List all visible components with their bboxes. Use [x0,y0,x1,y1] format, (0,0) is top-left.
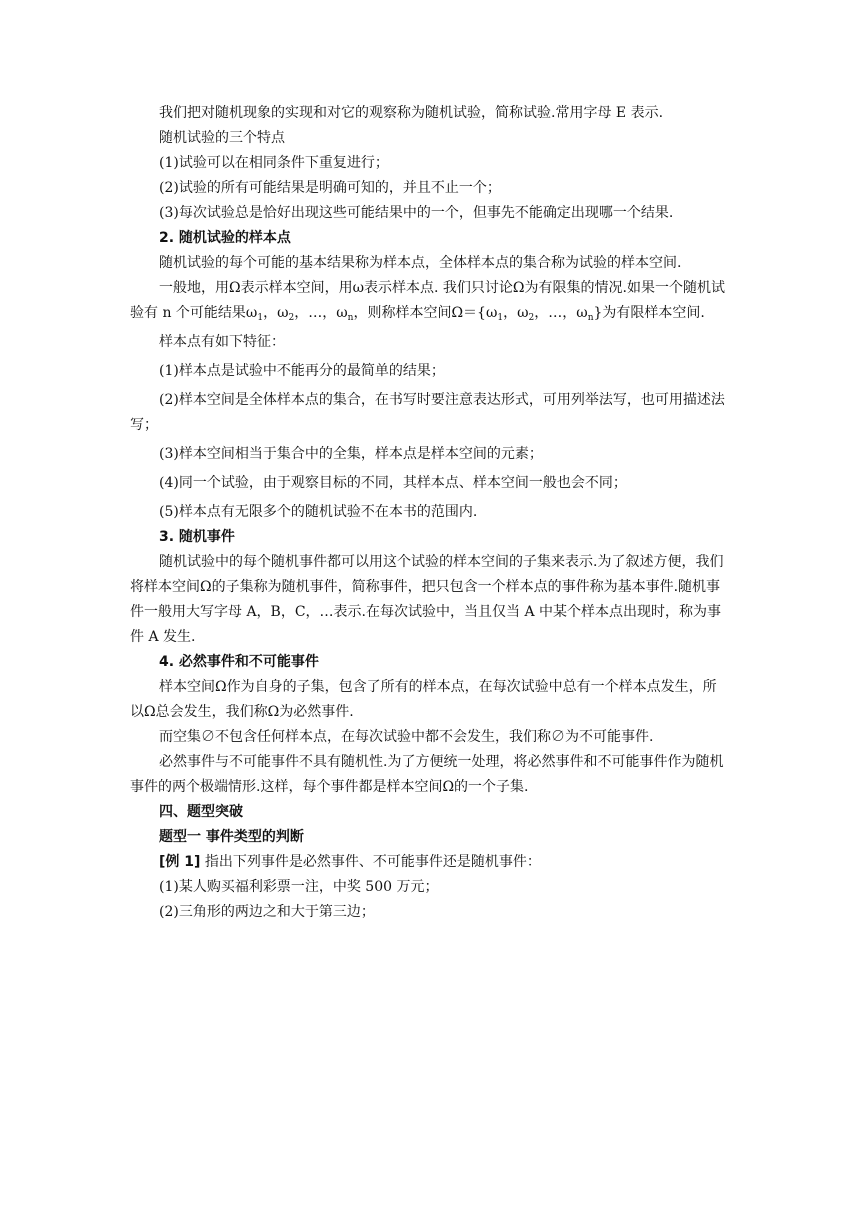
section-heading-2: 2. 随机试验的样本点 [159,230,291,246]
definition-line: 我们把对随机现象的实现和对它的观察称为随机试验，简称试验.常用字母 E 表示. [159,105,664,121]
section-heading-3: 3. 随机事件 [159,529,235,545]
feature-3: (3)每次试验总是恰好出现这些可能结果中的一个，但事先不能确定出现哪一个结果. [159,205,674,221]
subscript: 1 [257,313,264,323]
subscript: 2 [528,313,535,323]
text-run: ，…，ω [534,305,588,321]
content-body [130,101,730,925]
question-type-heading: 题型一 事件类型的判断 [159,829,304,845]
text-run: ，则称样本空间Ω＝{ω [353,305,498,321]
text-run: ，…，ω [294,305,348,321]
text-run: ，ω [503,305,529,321]
sample-feature-5: (5)样本点有无限多个的随机试验不在本书的范围内. [159,504,478,520]
subscript: n [587,313,594,323]
certain-event-paragraph: 样本空间Ω作为自身的子集，包含了所有的样本点，在每次试验中总有一个样本点发生，所以Ω总会发生，我们称Ω为必然事件. [130,679,717,720]
impossible-event-paragraph: 而空集∅不包含任何样本点，在每次试验中都不会发生，我们称∅为不可能事件. [159,729,654,745]
sample-space-paragraph [130,276,730,326]
random-event-paragraph: 随机试验中的每个随机事件都可以用这个试验的样本空间的子集来表示.为了叙述方便，我们将样本空间Ω的子集称为随机事件，简称事件，把只包含一个样本点的事件称为基本事件.随机事件一般用大写字母 A，B，C，…表示.在每次试验中，当且仅当 A 中某个样本点出现时，称为事件 A 发生. [130,554,724,645]
sample-point-definition: 随机试验的每个可能的基本结果称为样本点，全体样本点的集合称为试验的样本空间. [159,255,682,271]
example-1 [130,850,730,875]
subscript: n [347,313,354,323]
subscript: 1 [497,313,504,323]
section-heading-4: 4. 必然事件和不可能事件 [159,654,319,670]
text-run: ，ω [263,305,289,321]
sample-point-features-intro: 样本点有如下特征： [159,334,285,350]
subscript: 2 [288,313,295,323]
section-heading-breakthrough: 四、题型突破 [159,804,243,820]
text-run: 一般地，用Ω表示样本空间，用ω表示样本点. 我们只讨论Ω为有限集的情况.如果一个随机试验有 n 个可能结果ω [130,280,725,321]
sample-feature-4: (4)同一个试验，由于观察目标的不同，其样本点、样本空间一般也会不同； [159,475,627,491]
features-heading: 随机试验的三个特点 [159,130,285,146]
text-run: }为有限样本空间. [593,305,705,321]
example-item-1: (1)某人购买福利彩票一注，中奖 500 万元； [159,879,439,895]
sample-feature-2: (2)样本空间是全体样本点的集合，在书写时要注意表达形式，可用列举法写，也可用描述法写； [130,392,725,433]
sample-feature-1: (1)样本点是试验中不能再分的最简单的结果； [159,363,445,379]
example-prompt: 指出下列事件是必然事件、不可能事件还是随机事件： [200,854,541,870]
sample-feature-3: (3)样本空间相当于集合中的全集，样本点是样本空间的元素； [159,446,543,462]
example-item-2: (2)三角形的两边之和大于第三边； [159,904,375,920]
example-label: [例 1] [159,854,201,870]
unified-treatment-paragraph: 必然事件与不可能事件不具有随机性.为了方便统一处理，将必然事件和不可能事件作为随机事件的两个极端情形.这样，每个事件都是样本空间Ω的一个子集. [130,754,724,795]
feature-1: (1)试验可以在相同条件下重复进行； [159,155,389,171]
feature-2: (2)试验的所有可能结果是明确可知的，并且不止一个； [159,180,501,196]
